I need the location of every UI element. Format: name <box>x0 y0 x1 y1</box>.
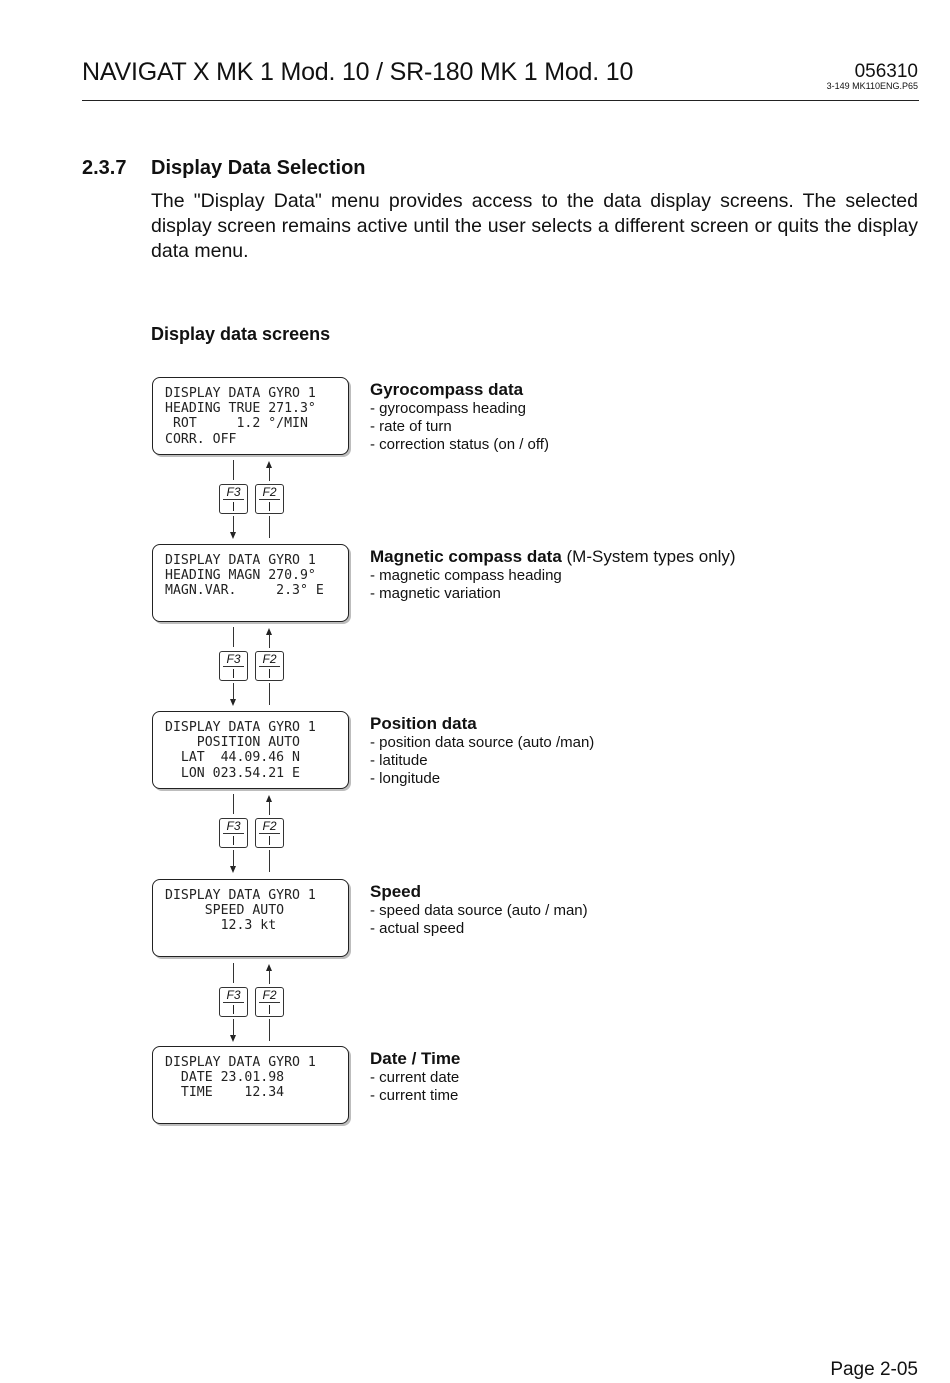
f2-key-up[interactable] <box>255 484 284 514</box>
down-arrow-icon <box>233 836 234 845</box>
divider <box>259 833 280 834</box>
lcd-line: DISPLAY DATA GYRO 1 <box>165 1055 316 1070</box>
lcd-line: ROT 1.2 °/MIN <box>165 416 308 432</box>
connector-line <box>269 1019 270 1041</box>
key-label: F3 <box>226 485 241 499</box>
screen-description-position <box>370 714 594 788</box>
description-title-row <box>370 547 736 567</box>
description-item: - latitude <box>370 752 428 769</box>
lcd-text <box>165 553 324 599</box>
lcd-line: HEADING TRUE 271.3° <box>165 401 316 417</box>
connector-line <box>233 963 234 983</box>
connector-line <box>269 467 270 481</box>
lcd-line: DISPLAY DATA GYRO 1 <box>165 888 316 903</box>
description-title: Magnetic compass data <box>370 547 562 566</box>
key-label: F2 <box>262 819 277 833</box>
description-note: (M-System types only) <box>561 547 736 566</box>
divider <box>223 1002 244 1003</box>
lcd-screen-speed <box>152 879 349 957</box>
f3-key-down[interactable] <box>219 651 248 681</box>
connector-line <box>269 683 270 705</box>
description-item: - magnetic compass heading <box>370 567 562 584</box>
lcd-screen-magnetic-compass <box>152 544 349 622</box>
screen-description-speed <box>370 882 588 938</box>
key-label: F2 <box>262 652 277 666</box>
f2-key-up[interactable] <box>255 818 284 848</box>
connector-line <box>233 516 234 534</box>
lcd-screen-position <box>152 711 349 789</box>
connector-line <box>233 794 234 814</box>
f2-key-up[interactable] <box>255 651 284 681</box>
connector-line <box>233 460 234 480</box>
down-arrow-icon <box>233 669 234 678</box>
navigation-keys-connector <box>215 460 290 544</box>
subheading: Display data screens <box>151 324 331 344</box>
lcd-screen-gyrocompass <box>152 377 349 455</box>
lcd-screen-date-time <box>152 1046 349 1124</box>
key-label: F3 <box>226 988 241 1002</box>
lcd-line: 12.3 kt <box>165 918 277 934</box>
key-label: F2 <box>262 988 277 1002</box>
navigation-keys-connector <box>215 794 290 878</box>
connector-line <box>233 850 234 868</box>
up-arrow-icon <box>269 836 270 845</box>
document-code: 056310 <box>854 61 918 82</box>
lcd-line: HEADING MAGN 270.9° <box>165 568 316 584</box>
key-label: F3 <box>226 652 241 666</box>
description-item: - magnetic variation <box>370 585 501 602</box>
description-item: - longitude <box>370 770 441 787</box>
screen-description-date-time <box>370 1049 460 1105</box>
divider <box>223 666 244 667</box>
description-item: - current date <box>370 1069 460 1086</box>
lcd-text <box>165 888 316 934</box>
lcd-line: DISPLAY DATA GYRO 1 <box>165 386 316 401</box>
lcd-line: SPEED AUTO <box>165 903 285 919</box>
down-arrow-icon <box>233 502 234 511</box>
key-label: F3 <box>226 819 241 833</box>
header-rule <box>82 100 919 101</box>
document-file-reference: 3-149 MK110ENG.P65 <box>826 81 918 91</box>
description-item: - correction status (on / off) <box>370 436 549 453</box>
section-body: The "Display Data" menu provides access to the data display screens. The selected display screen remains active until the user selects a different screen or quits the display data menu. <box>151 190 918 262</box>
connector-line <box>233 683 234 701</box>
lcd-line: MAGN.VAR. 2.3° E <box>165 583 324 599</box>
f2-key-up[interactable] <box>255 987 284 1017</box>
page-number: Page 2-05 <box>830 1359 918 1380</box>
divider <box>259 499 280 500</box>
connector-line <box>269 801 270 815</box>
lcd-text <box>165 386 316 447</box>
connector-line <box>269 850 270 872</box>
f3-key-down[interactable] <box>219 484 248 514</box>
description-item: - position data source (auto /man) <box>370 734 595 751</box>
lcd-line: POSITION AUTO <box>165 735 300 751</box>
navigation-keys-connector <box>215 963 290 1047</box>
connector-line <box>269 516 270 538</box>
screen-description-magnetic-compass <box>370 547 736 603</box>
screen-description-gyrocompass <box>370 380 549 454</box>
up-arrow-icon <box>269 669 270 678</box>
section-number: 2.3.7 <box>82 157 127 179</box>
lcd-text <box>165 720 316 781</box>
lcd-text <box>165 1055 316 1101</box>
f3-key-down[interactable] <box>219 818 248 848</box>
up-arrow-icon <box>269 502 270 511</box>
connector-line <box>233 1019 234 1037</box>
navigation-keys-connector <box>215 627 290 711</box>
description-item: - current time <box>370 1087 459 1104</box>
description-title: Gyrocompass data <box>370 380 524 399</box>
description-title: Date / Time <box>370 1049 461 1068</box>
document-title: NAVIGAT X MK 1 Mod. 10 / SR-180 MK 1 Mod. 10 <box>82 58 634 86</box>
divider <box>223 833 244 834</box>
lcd-line: LON 023.54.21 E <box>165 765 300 781</box>
description-item: - speed data source (auto / man) <box>370 902 588 919</box>
lcd-line: DATE 23.01.98 <box>165 1070 285 1086</box>
up-arrow-icon <box>269 1005 270 1014</box>
divider <box>259 1002 280 1003</box>
description-item: - actual speed <box>370 920 465 937</box>
description-item: - gyrocompass heading <box>370 400 526 417</box>
f3-key-down[interactable] <box>219 987 248 1017</box>
lcd-line: DISPLAY DATA GYRO 1 <box>165 553 316 568</box>
lcd-line: LAT 44.09.46 N <box>165 750 300 766</box>
connector-line <box>233 627 234 647</box>
description-title: Speed <box>370 882 422 901</box>
description-title: Position data <box>370 714 477 733</box>
connector-line <box>269 634 270 648</box>
lcd-line: DISPLAY DATA GYRO 1 <box>165 720 316 735</box>
section-title: Display Data Selection <box>151 157 366 179</box>
key-label: F2 <box>262 485 277 499</box>
connector-line <box>269 970 270 984</box>
lcd-line: TIME 12.34 <box>165 1085 285 1101</box>
divider <box>223 499 244 500</box>
down-arrow-icon <box>233 1005 234 1014</box>
divider <box>259 666 280 667</box>
description-item: - rate of turn <box>370 418 452 435</box>
lcd-line: CORR. OFF <box>165 431 237 447</box>
